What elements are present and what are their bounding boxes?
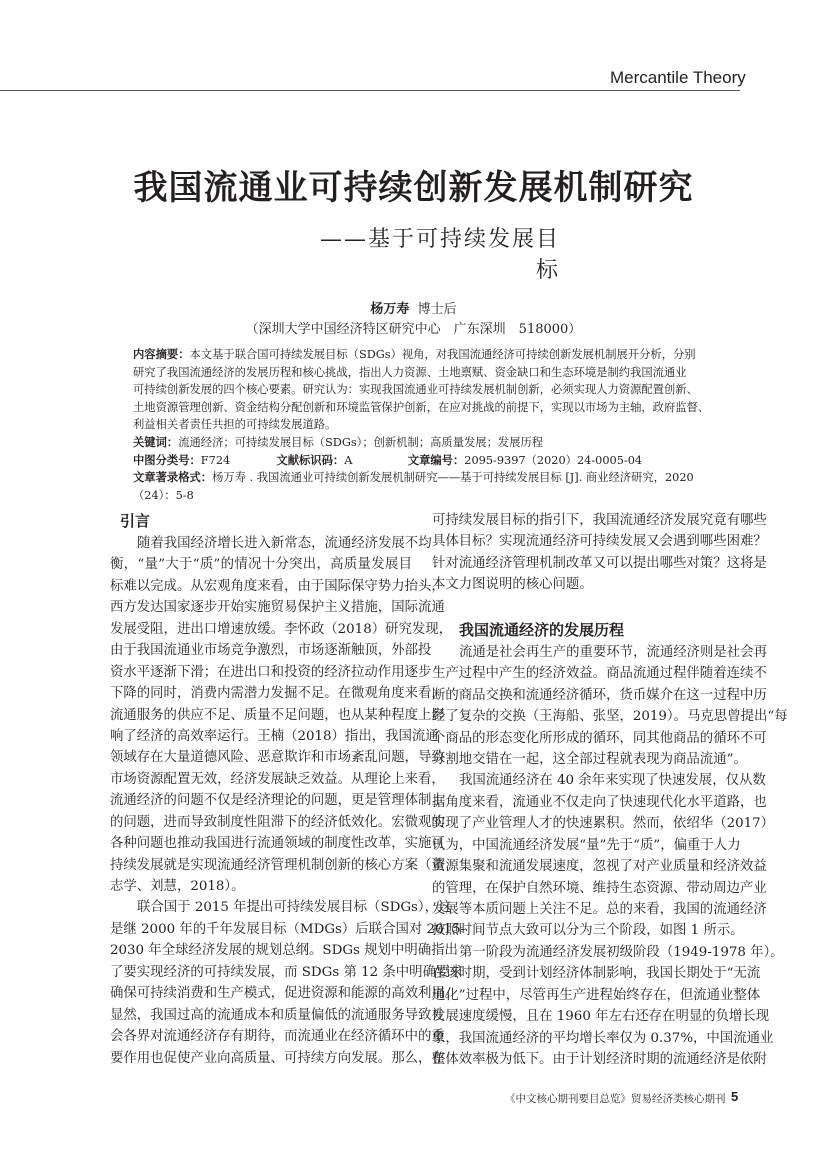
doc-code-label: 文献标识码： [276,453,345,467]
body-text-line: 本文力图说明的核心问题。 [432,577,593,593]
body-text-line: 2030 年全球经济发展的规划总纲。SDGs 规划中明确指出 [110,943,458,959]
body-text-line: 持续发展就是实现流通经济管理机制创新的核心方案（董 [110,857,445,873]
footer-journal: 《中文核心期刊要目总览》贸易经济类核心期刊 [505,1093,726,1105]
body-text-line: 要作用也促使产业向高质量、可持续方向发展。那么，在 [110,1050,445,1066]
left-column [110,510,466,1069]
body-text-line: 断的商品交换和流通经济循环，货币媒介在这一过程中历 [432,687,767,703]
citation-line: 杨万寿 . 我国流通业可持续创新发展机制研究——基于可持续发展目标 [J]. 商业经济研究，2020 [212,471,694,485]
body-text-line: 发展受阻，进出口增速放缓。李怀政（2018）研究发现， [110,621,453,637]
body-text-line: 据角度来看，流通业不仅走向了快速现代化水平道路，也 [432,794,767,810]
body-text-line: 具体目标？实现流通经济可持续发展又会遇到哪些困难？ [432,534,767,550]
body-text-line: 标难以完成。从宏观角度来看，由于国际保守势力抬头， [110,578,445,594]
body-text-line: 会各界对流通经济存有期待，而流通业在经济循环中的重 [110,1029,445,1045]
abstract-line: 本文基于联合国可持续发展目标（SDGs）视角，对我国流通经济可持续创新发展机制展开分析，分别 [189,348,696,361]
body-text-line: 衡，“量”大于“质”的情况十分突出，高质量发展目 [110,557,412,573]
body-text-line: 第一阶段为流通经济发展初级阶段（1949-1978 年）。 [459,944,784,960]
abstract-line: 土地资源管理创新、资金结构分配创新和环境监管保护创新，在应对挑战的前提下，实现以市场为主轴，政府监督、 [133,400,710,414]
article-subtitle: ——基于可持续发展目标 [319,227,560,283]
body-text-line: 生产过程中产生的经济效益。商品流通过程伴随着连续不 [432,666,767,682]
body-text-line: 分割地交错在一起，这全部过程就表现为商品流通”。 [432,751,747,767]
author-affiliation: （深圳大学中国经济特区研究中心 广东深圳 518000） [245,322,582,337]
keywords-label: 关键词： [133,435,179,449]
page-number: 5 [731,1089,739,1104]
citation-line: （24）：5-8 [133,488,194,502]
body-text-line: 资水平逐渐下滑；在进出口和投资的经济拉动作用逐步 [110,664,432,680]
body-text-line: 是继 2000 年的千年发展目标（MDGs）后联合国对 2015- [110,921,466,937]
author-name: 杨万寿 [370,302,410,317]
spacer [432,596,734,619]
body-text-line: 可持续发展目标的指引下，我国流通经济发展究竟有哪些 [432,513,767,528]
body-text-line: 领域存在大量道德风险、恶意欺诈和市场紊乱问题，导致 [110,750,445,766]
body-text-line: 下降的同时，消费内需潜力发掘不足。在微观角度来看， [110,686,445,702]
body-text-line: 由于我国流通业市场竞争激烈，市场逐渐触顶，外部投 [110,643,432,659]
body-text-line: 流通是社会再生产的重要环节，流通经济则是社会再 [459,644,767,660]
right-column [432,510,788,1071]
body-text-line: 随着我国经济增长进入新常态，流通经济发展不均 [137,536,432,551]
clc-label: 中图分类号： [133,453,201,467]
body-text-line: 发展等本质问题上关注不足。总的来看，我国的流通经济 [432,902,767,917]
abstract-line: 利益相关者责任共担的可持续发展道路。 [133,418,337,432]
body-text-line: 整体效率极为低下。由于计划经济时期的流通经济是依附 [432,1052,767,1068]
body-text-line: 在该时期，受到计划经济体制影响，我国长期处于“无流 [432,966,761,982]
body-text-line: 市场资源配置无效，经济发展缺乏效益。从理论上来看， [110,771,445,787]
body-text-line: 通化”过程中，尽管再生产进程始终存在，但流通业整体 [432,987,761,1003]
body-text-line: 个商品的形态变化所形成的循环，同其他商品的循环不可 [432,730,767,746]
body-text-line: 了要实现经济的可持续发展，而 SDGs 第 12 条中明确要求 [110,964,463,980]
clc-value: F724 [200,453,231,467]
body-text-line: 志学、刘慧，2018）。 [110,879,245,894]
body-text-line: 的问题，进而导致制度性阻滞下的经济低效化。宏微观的 [110,814,445,830]
article-title: 我国流通业可持续创新发展机制研究 [133,168,694,208]
body-text-line: 各种问题也推动我国进行流通领域的制度性改革，实施可 [110,836,445,852]
header-rule [0,90,740,91]
body-text-line: 响了经济的高效率运行。王楠（2018）指出，我国流通 [110,728,439,744]
body-text-line: 发展速度缓慢，且在 1960 年左右还存在明显的负增长现 [432,1009,770,1025]
body-text-line: 西方发达国家逐步开始实施贸易保护主义措施，国际流通 [110,600,445,616]
body-text-line: 资源集聚和流通发展速度，忽视了对产业质量和经济效益 [432,859,767,875]
body-text-line: 实现了产业管理人才的快速累积。然而，依绍华（2017） [432,816,775,832]
body-text-line: 象，我国流通经济的平均增长率仅为 0.37%，中国流通业 [432,1030,774,1046]
body-text-line: 按照时间节点大致可以分为三个阶段，如图 1 所示。 [432,923,744,939]
abstract-line: 可持续创新发展的四个核心要素。研究认为：实现我国流通业可持续发展机制创新，必须实现人力资源配置创新、 [133,383,698,397]
author-line [0,298,827,317]
keywords: 流通经济；可持续发展目标（SDGs）；创新机制；高质量发展；发展历程 [178,435,544,449]
body-text-line: 针对流通经济管理机制改革又可以提出哪些对策？这将是 [432,555,767,571]
body-text-line: 联合国于 2015 年提出可持续发展目标（SDGs），这 [137,900,452,916]
author-title: 博士后 [417,302,457,317]
doc-code-value: A [344,453,353,467]
abstract-line: 研究了我国流通经济的发展历程和核心挑战，指出人力资源、土地禀赋、资金缺口和生态环境是制约我国流通业 [133,365,687,379]
article-no-value: 2095-9397（2020）24-0005-04 [464,453,643,467]
body-text-line: 显然，我国过高的流通成本和质量偏低的流通服务导致社 [110,1007,445,1023]
body-text-line: 确保可持续消费和生产模式，促进资源和能源的高效利用。 [110,986,459,1002]
section-heading-introduction: 引言 [120,512,151,530]
abstract-label: 内容摘要： [133,348,190,361]
body-text-line: 我国流通经济在 40 余年来实现了快速发展，仅从数 [459,773,766,789]
body-text-line: 流通服务的供应不足、质量不足问题，也从某种程度上影 [110,707,445,723]
abstract-block [133,346,710,504]
section-heading-development-history: 我国流通经济的发展历程 [459,620,625,639]
article-no-label: 文章编号： [407,453,465,467]
body-text-line: 流通经济的问题不仅是经济理论的问题，更是管理体制上 [110,793,445,809]
running-header: Mercantile Theory [610,68,746,87]
body-text-line: 经了复杂的交换（王海船、张坚，2019）。马克思曾提出“每 [432,709,788,725]
body-text-line: 的管理，在保护自然环境、维持生态资源、带动周边产业 [432,880,767,896]
body-text-line: 认为，中国流通经济发展“量”先于“质”，偏重于人力 [432,837,741,853]
citation-label: 文章著录格式： [133,471,213,485]
